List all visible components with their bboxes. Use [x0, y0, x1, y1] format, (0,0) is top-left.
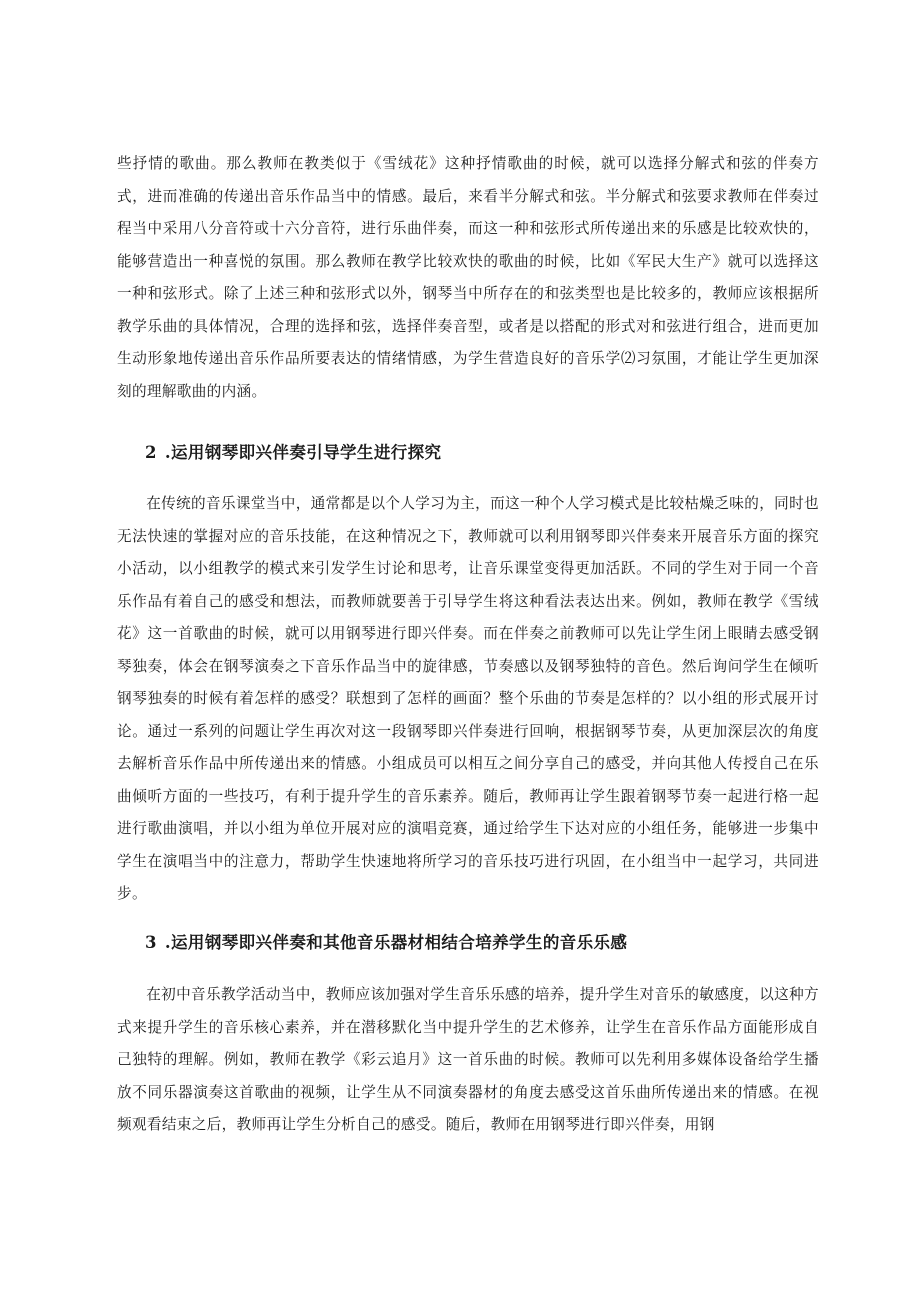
section-heading-3: [145, 931, 825, 955]
paragraph-section-2: 在传统的音乐课堂当中，通常都是以个人学习为主，而这一种个人学习模式是比较枯燥乏味的，同时也无法快速的掌握对应的音乐技能，在这种情况之下，教师就可以利用钢琴即兴伴奏来开展音乐方面的探究小活动，以小组教学的模式来引发学生讨论和思考，让音乐课堂变得更加活跃。不同的学生对于同一个音乐作品有着自己的感受和想法，而教师就要善于引导学生将这种看法表达出来。例如，教师在教学《雪绒花》这一首歌曲的时候，就可以用钢琴进行即兴伴奏。而在伴奏之前教师可以先让学生闭上眼睛去感受钢琴独奏，体会在钢琴演奏之下音乐作品当中的旋律感，节奏感以及钢琴独特的音色。然后询问学生在倾听钢琴独奏的时候有着怎样的感受？联想到了怎样的画面？整个乐曲的节奏是怎样的？以小组的形式展开讨论。通过一系列的问题让学生再次对这一段钢琴即兴伴奏进行回响，根据钢琴节奏，从更加深层次的角度去解析音乐作品中所传递出来的情感。小组成员可以相互之间分享自己的感受，并向其他人传授自己在乐曲倾听方面的一些技巧，有利于提升学生的音乐素养。随后，教师再让学生跟着钢琴节奏一起进行格一起进行歌曲演唱，并以小组为单位开展对应的演唱竞赛，通过给学生下达对应的小组任务，能够进一步集中学生在演唱当中的注意力，帮助学生快速地将所学习的音乐技巧进行巩固，在小组当中一起学习，共同进步。: [117, 495, 819, 902]
paragraph-section-3: 在初中音乐教学活动当中，教师应该加强对学生音乐乐感的培养，提升学生对音乐的敏感度，以这种方式来提升学生的音乐核心素养，并在潜移默化当中提升学生的艺术修养，让学生在音乐作品方面能形成自己独特的理解。例如，教师在教学《彩云追月》这一首乐曲的时候。教师可以先利用多媒体设备给学生播放不同乐器演奏这首歌曲的视频，让学生从不同演奏器材的角度去感受这首乐曲所传递出来的情感。在视频观看结束之后，教师再让学生分析自己的感受。随后，教师在用钢琴进行即兴伴奏，用钢: [117, 986, 819, 1133]
section-heading-3-text: .运用钢琴即兴伴奏和其他音乐器材相结合培养学生的音乐乐感: [164, 933, 628, 952]
section-heading-2-number: 2: [145, 443, 157, 462]
paragraph-continuation: 些抒情的歌曲。那么教师在教类似于《雪绒花》这种抒情歌曲的时候，就可以选择分解式和弦的伴奏方式，进而准确的传递出音乐作品当中的情感。最后，来看半分解式和弦。半分解式和弦要求教师在伴奏过程当中采用八分音符或十六分音符，进行乐曲伴奏，而这一种和弦形式所传递出来的乐感是比较欢快的，能够营造出一种喜悦的氛围。那么教师在教学比较欢快的歌曲的时候，比如《军民大生产》就可以选择这一种和弦形式。除了上述三种和弦形式以外，钢琴当中所存在的和弦类型也是比较多的，教师应该根据所教学乐曲的具体情况，合理的选择和弦，选择伴奏音型，或者是以搭配的形式对和弦进行组合，进而更加生动形象地传递出音乐作品所要表达的情绪情感，为学生营造良好的音乐学⑵习氛围，才能让学生更加深刻的理解歌曲的内涵。: [117, 155, 819, 400]
section-heading-2-text: .运用钢琴即兴伴奏引导学生进行探究: [164, 443, 442, 462]
section-heading-3-number: 3: [145, 933, 157, 952]
section-heading-2: [145, 441, 825, 465]
